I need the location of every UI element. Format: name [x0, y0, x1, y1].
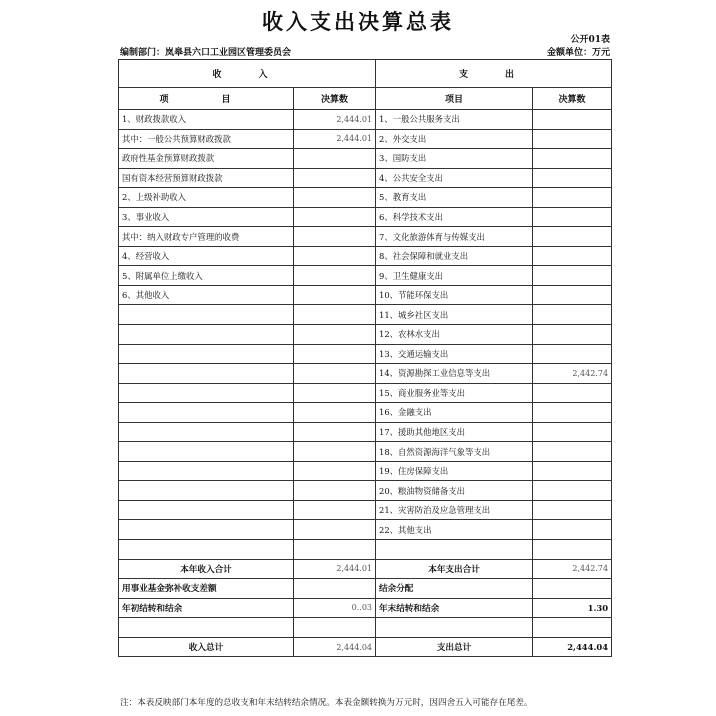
table-row [119, 305, 612, 325]
income-amount-cell [294, 403, 376, 423]
table-row [119, 500, 612, 520]
income-amount-cell [294, 442, 376, 462]
expense-section-header: 支 出 [376, 60, 612, 88]
begin-balance-label: 年初结转和结余 [119, 598, 294, 618]
expense-item-cell: 19、住房保障支出 [376, 461, 533, 481]
expense-item-header: 项目 [376, 88, 533, 110]
income-amount-cell [294, 227, 376, 247]
expense-amount-cell [533, 520, 612, 540]
year-total-row [119, 559, 612, 579]
grand-expense-value: 2,444.04 [533, 637, 612, 657]
table-row [119, 227, 612, 247]
expense-amount-cell [533, 110, 612, 130]
income-amount-cell [294, 520, 376, 540]
expense-amount-cell: 2,442.74 [533, 364, 612, 384]
income-amount-cell: 2,444.01 [294, 129, 376, 149]
income-amount-cell [294, 246, 376, 266]
expense-total-label: 本年支出合计 [376, 559, 533, 579]
income-item-cell: 其中：纳入财政专户管理的收费 [119, 227, 294, 247]
surplus-distribution-label: 结余分配 [376, 579, 533, 599]
expense-item-cell: 17、援助其他地区支出 [376, 422, 533, 442]
income-amount-cell [294, 422, 376, 442]
expense-item-cell: 12、农林水支出 [376, 325, 533, 345]
spacer-cell [119, 618, 294, 638]
report-title: 收入支出决算总表 [262, 9, 454, 34]
table-row [119, 540, 612, 560]
table-row [119, 344, 612, 364]
expense-item-cell: 6、科学技术支出 [376, 207, 533, 227]
form-number: 公开01表 [570, 35, 610, 45]
table-row [119, 188, 612, 208]
column-header-row [119, 88, 612, 110]
income-item-cell [119, 344, 294, 364]
income-item-cell: 政府性基金预算财政拨款 [119, 149, 294, 169]
table-row [119, 325, 612, 345]
table-row [119, 520, 612, 540]
table-row [119, 266, 612, 286]
expense-item-cell: 9、卫生健康支出 [376, 266, 533, 286]
organization-label: 编制部门：岚皋县六口工业园区管理委员会 [120, 48, 292, 58]
income-amount-cell [294, 325, 376, 345]
income-amount-header: 决算数 [294, 88, 376, 110]
expense-item-cell: 11、城乡社区支出 [376, 305, 533, 325]
income-item-cell: 其中：一般公共预算财政拨款 [119, 129, 294, 149]
expense-amount-cell [533, 500, 612, 520]
income-item-header: 项 目 [119, 88, 294, 110]
grand-total-row [119, 637, 612, 657]
income-expense-table [118, 59, 612, 657]
table-row [119, 110, 612, 130]
income-amount-cell [294, 168, 376, 188]
expense-item-cell [376, 540, 533, 560]
income-item-cell: 3、事业收入 [119, 207, 294, 227]
end-balance-label: 年末结转和结余 [376, 598, 533, 618]
income-amount-cell [294, 285, 376, 305]
expense-item-cell: 4、公共安全支出 [376, 168, 533, 188]
income-item-cell: 国有资本经营预算财政拨款 [119, 168, 294, 188]
income-section-header: 收 入 [119, 60, 376, 88]
expense-item-cell: 1、一般公共服务支出 [376, 110, 533, 130]
grand-income-label: 收入总计 [119, 637, 294, 657]
expense-item-cell: 18、自然资源海洋气象等支出 [376, 442, 533, 462]
expense-item-cell: 15、商业服务业等支出 [376, 383, 533, 403]
income-item-cell [119, 364, 294, 384]
expense-item-cell: 21、灾害防治及应急管理支出 [376, 500, 533, 520]
income-item-cell [119, 383, 294, 403]
table-row [119, 285, 612, 305]
table-row [119, 246, 612, 266]
surplus-distribution-value [533, 579, 612, 599]
expense-item-cell: 2、外交支出 [376, 129, 533, 149]
expense-amount-cell [533, 227, 612, 247]
income-amount-cell [294, 188, 376, 208]
expense-amount-cell [533, 325, 612, 345]
expense-amount-cell [533, 285, 612, 305]
footnote: 注：本表反映部门本年度的总收支和年末结转结余情况。本表金额转换为万元时，因四舍五入可能存在尾差。 [120, 698, 533, 708]
expense-item-cell: 3、国防支出 [376, 149, 533, 169]
table-row [119, 383, 612, 403]
income-amount-cell [294, 266, 376, 286]
expense-amount-cell [533, 344, 612, 364]
table-row [119, 168, 612, 188]
income-item-cell: 4、经营收入 [119, 246, 294, 266]
balance-row [119, 598, 612, 618]
income-amount-cell [294, 305, 376, 325]
spacer-cell [376, 618, 533, 638]
income-item-cell [119, 481, 294, 501]
table-row [119, 481, 612, 501]
income-item-cell [119, 520, 294, 540]
grand-expense-label: 支出总计 [376, 637, 533, 657]
expense-amount-cell [533, 129, 612, 149]
expense-amount-cell [533, 383, 612, 403]
end-balance-value: 1.30 [533, 598, 612, 618]
expense-amount-cell [533, 207, 612, 227]
table-row [119, 364, 612, 384]
expense-amount-cell [533, 266, 612, 286]
income-amount-cell [294, 149, 376, 169]
fund-compensation-label: 用事业基金弥补收支差额 [119, 579, 294, 599]
expense-item-cell: 10、节能环保支出 [376, 285, 533, 305]
expense-item-cell: 20、粮油物资储备支出 [376, 481, 533, 501]
income-amount-cell: 2,444.01 [294, 110, 376, 130]
income-total-label: 本年收入合计 [119, 559, 294, 579]
expense-item-cell: 8、社会保障和就业支出 [376, 246, 533, 266]
expense-amount-cell [533, 149, 612, 169]
income-item-cell: 6、其他收入 [119, 285, 294, 305]
income-amount-cell [294, 500, 376, 520]
expense-total-value: 2,442.74 [533, 559, 612, 579]
income-amount-cell [294, 383, 376, 403]
expense-amount-cell [533, 540, 612, 560]
fund-compensation-value [294, 579, 376, 599]
table-row [119, 461, 612, 481]
income-item-cell [119, 500, 294, 520]
income-amount-cell [294, 481, 376, 501]
expense-amount-cell [533, 403, 612, 423]
grand-income-value: 2,444.04 [294, 637, 376, 657]
expense-amount-cell [533, 481, 612, 501]
expense-item-cell: 5、教育支出 [376, 188, 533, 208]
expense-amount-cell [533, 305, 612, 325]
table-row [119, 403, 612, 423]
income-item-cell [119, 461, 294, 481]
spacer-row [119, 618, 612, 638]
amount-unit-label: 金额单位：万元 [546, 48, 610, 58]
income-amount-cell [294, 207, 376, 227]
income-item-cell [119, 403, 294, 423]
table-row [119, 149, 612, 169]
income-amount-cell [294, 540, 376, 560]
income-item-cell [119, 540, 294, 560]
expense-amount-header: 决算数 [533, 88, 612, 110]
expense-item-cell: 14、资源勘探工业信息等支出 [376, 364, 533, 384]
income-amount-cell [294, 461, 376, 481]
table-row [119, 442, 612, 462]
income-item-cell [119, 325, 294, 345]
income-item-cell [119, 442, 294, 462]
income-total-value: 2,444.01 [294, 559, 376, 579]
income-amount-cell [294, 364, 376, 384]
table-row [119, 422, 612, 442]
expense-amount-cell [533, 188, 612, 208]
spacer-cell [294, 618, 376, 638]
expense-amount-cell [533, 168, 612, 188]
expense-amount-cell [533, 246, 612, 266]
begin-balance-value: 0..03 [294, 598, 376, 618]
table-row [119, 129, 612, 149]
income-amount-cell [294, 344, 376, 364]
income-item-cell [119, 422, 294, 442]
expense-amount-cell [533, 442, 612, 462]
spacer-cell [533, 618, 612, 638]
income-item-cell: 1、财政拨款收入 [119, 110, 294, 130]
expense-item-cell: 16、金融支出 [376, 403, 533, 423]
expense-item-cell: 13、交通运输支出 [376, 344, 533, 364]
expense-item-cell: 7、文化旅游体育与传媒支出 [376, 227, 533, 247]
income-item-cell [119, 305, 294, 325]
table-row [119, 207, 612, 227]
fund-surplus-row [119, 579, 612, 599]
expense-item-cell: 22、其他支出 [376, 520, 533, 540]
income-item-cell: 2、上级补助收入 [119, 188, 294, 208]
expense-amount-cell [533, 422, 612, 442]
expense-amount-cell [533, 461, 612, 481]
income-item-cell: 5、附属单位上缴收入 [119, 266, 294, 286]
section-header-row [119, 60, 612, 88]
